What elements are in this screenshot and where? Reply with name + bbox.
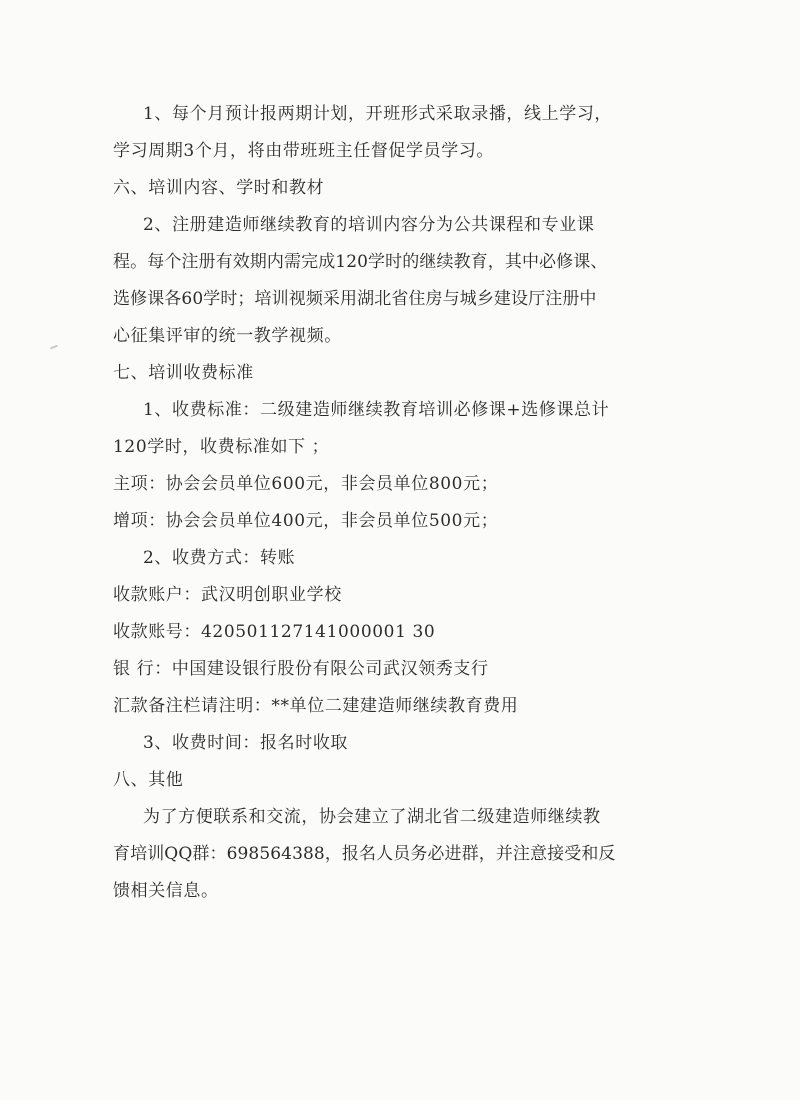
remittance-note: 汇款备注栏请注明：**单位二建建造师继续教育费用 xyxy=(113,696,519,716)
paragraph-line: 心征集评审的统一教学视频。 xyxy=(113,326,342,346)
scan-speck xyxy=(50,345,58,350)
paragraph-line: 程。每个注册有效期内需完成120学时的继续教育，其中必修课、 xyxy=(113,252,608,272)
paragraph-line: 2、收费方式：转账 xyxy=(143,548,296,568)
payee-account-number: 收款账号：420501127141000001 30 xyxy=(113,622,436,642)
paragraph-line: 3、收费时间：报名时收取 xyxy=(143,733,349,753)
paragraph-line: 选修课各60学时；培训视频采用湖北省住房与城乡建设厅注册中 xyxy=(113,289,597,309)
section-heading: 七、培训收费标准 xyxy=(113,363,254,383)
paragraph-line: 1、收费标准：二级建造师继续教育培训必修课+选修课总计 xyxy=(143,400,610,420)
paragraph-line: 为了方便联系和交流，协会建立了湖北省二级建造师继续教 xyxy=(143,807,601,827)
section-heading: 八、其他 xyxy=(113,770,184,790)
paragraph-line: 馈相关信息。 xyxy=(113,881,219,901)
section-heading: 六、培训内容、学时和教材 xyxy=(113,178,325,198)
payee-account-name: 收款账户：武汉明创职业学校 xyxy=(113,585,342,605)
fee-main-item: 主项：协会会员单位600元，非会员单位800元； xyxy=(113,474,499,494)
paragraph-line: 2、注册建造师继续教育的培训内容分为公共课程和专业课 xyxy=(143,215,595,235)
paragraph-line: 120学时，收费标准如下 ； xyxy=(113,437,330,457)
paragraph-line: 育培训QQ群：698564388，报名人员务必进群，并注意接受和反 xyxy=(113,844,616,864)
fee-extra-item: 增项：协会会员单位400元，非会员单位500元； xyxy=(113,511,499,531)
bank-name: 银 行：中国建设银行股份有限公司武汉领秀支行 xyxy=(113,659,489,679)
paragraph-line: 1、每个月预计报两期计划，开班形式采取录播，线上学习， xyxy=(143,104,613,124)
paragraph-line: 学习周期3个月，将由带班班主任督促学员学习。 xyxy=(113,141,495,161)
